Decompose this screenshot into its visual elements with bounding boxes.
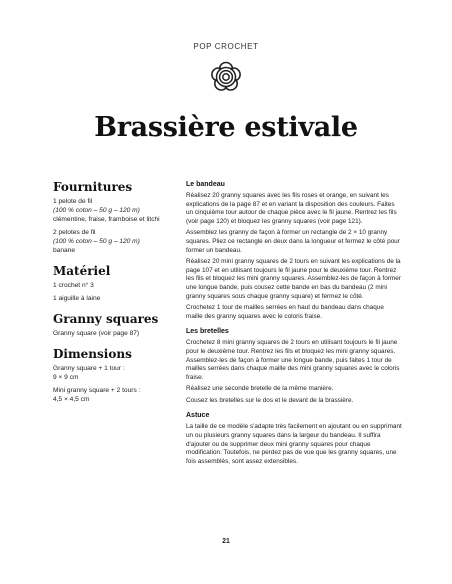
supply-colors: banane [53,247,76,254]
supply-line: 1 pelote de fil [53,198,93,205]
instruction-paragraph: Réalisez une seconde bretelle de la même manière. [186,385,334,393]
supply-item [53,197,173,224]
page-title: Brassière estivale [94,112,358,143]
page-number: 21 [222,538,230,545]
supply-spec: (100 % coton – 50 g – 120 m) [53,238,140,245]
granny-reference: Granny square (voir page 87) [53,330,140,337]
subsection-heading-bandeau: Le bandeau [186,181,225,188]
running-header: POP CROCHET [193,42,259,51]
section-heading: Dimensions [53,347,132,361]
section-heading: Granny squares [53,312,159,326]
instruction-paragraph: Cousez les bretelles sur le dos et le devant de la brassière. [186,396,354,404]
dimension-value: 9 × 9 cm [53,374,79,381]
supply-item [53,228,173,255]
dimension-label: Mini granny square + 2 tours : [53,387,141,394]
subsection-heading-bretelles: Les bretelles [186,328,229,336]
section-materiel [53,264,173,303]
instruction-paragraph: Assemblez les granny de façon à former un rectangle de 2 × 10 granny squares. Pliez ce rectangle en deux dans la longueur et fermez le côté pour former un bandeau. [186,229,400,254]
section-dimensions [53,347,173,404]
section-heading: Matériel [53,264,111,278]
tip-paragraph: La taille de ce modèle s'adapte très facilement en ajoutant ou en supprimant un ou plusieurs granny squares dans la largeur du bandeau. Il suffira d'ajouter ou de supprimer deux mini granny squares pour chaque modification. Toutefois, ne perdez pas de vue que les granny squares, une fois assemblés, sont assez extensibles. [186,423,402,465]
section-heading: Fournitures [53,180,133,194]
supply-spec: (100 % coton – 50 g – 120 m) [53,207,140,214]
tool-item: 1 aiguille à laine [53,295,101,302]
supply-colors: clémentine, fraise, framboise et litchi [53,216,160,223]
supplies-column [53,180,173,413]
instruction-paragraph: Réalisez 20 mini granny squares de 2 tours en suivant les explications de la page 107 et en utilisant toujours le fil jaune pour le deuxième tour. Rentrez les fils et bloquez les mini granny squares. Assemblez-les de façon à former une longue bande, puis cousez cette bande en bas du bandeau (2 mini granny squares sous chaque granny square) et fermez le côté. [186,258,401,300]
dimension-value: 4,5 × 4,5 cm [53,396,90,403]
instruction-paragraph: Réalisez 20 granny squares avec les fils roses et orange, en suivant les explications de la page 87 et en variant la disposition des couleurs. Faites un cinquième tour autour de chaque pièce avec le fil jaune. Rentrez les fils (voir page 120) et bloquez les granny squares (voir page 121). [186,192,397,225]
dimension-label: Granny square + 1 tour : [53,365,125,372]
instructions-column [186,180,402,469]
instruction-paragraph: Crochetez 8 mini granny squares de 2 tours en utilisant toujours le fil jaune pour le deuxième tour. Rentrez les fils et bloquez les mini granny squares. Assemblez-les de façon à former une longue bande, puis faites 1 tour de mailles serrées dans chaque maille des mini granny squares avec le coloris fraise. [186,339,400,381]
section-fournitures [53,180,173,255]
section-granny-squares [53,312,173,338]
dimension-item [53,386,173,404]
supply-line: 2 pelotes de fil [53,229,96,236]
subsection-heading-astuce: Astuce [186,412,210,420]
instruction-paragraph: Crochetez 1 tour de mailles serrées en haut du bandeau dans chaque maille des granny squares avec le coloris fraise. [186,304,384,320]
tool-item: 1 crochet n° 3 [53,282,94,289]
crochet-flower-icon [208,59,244,95]
dimension-item [53,364,173,382]
